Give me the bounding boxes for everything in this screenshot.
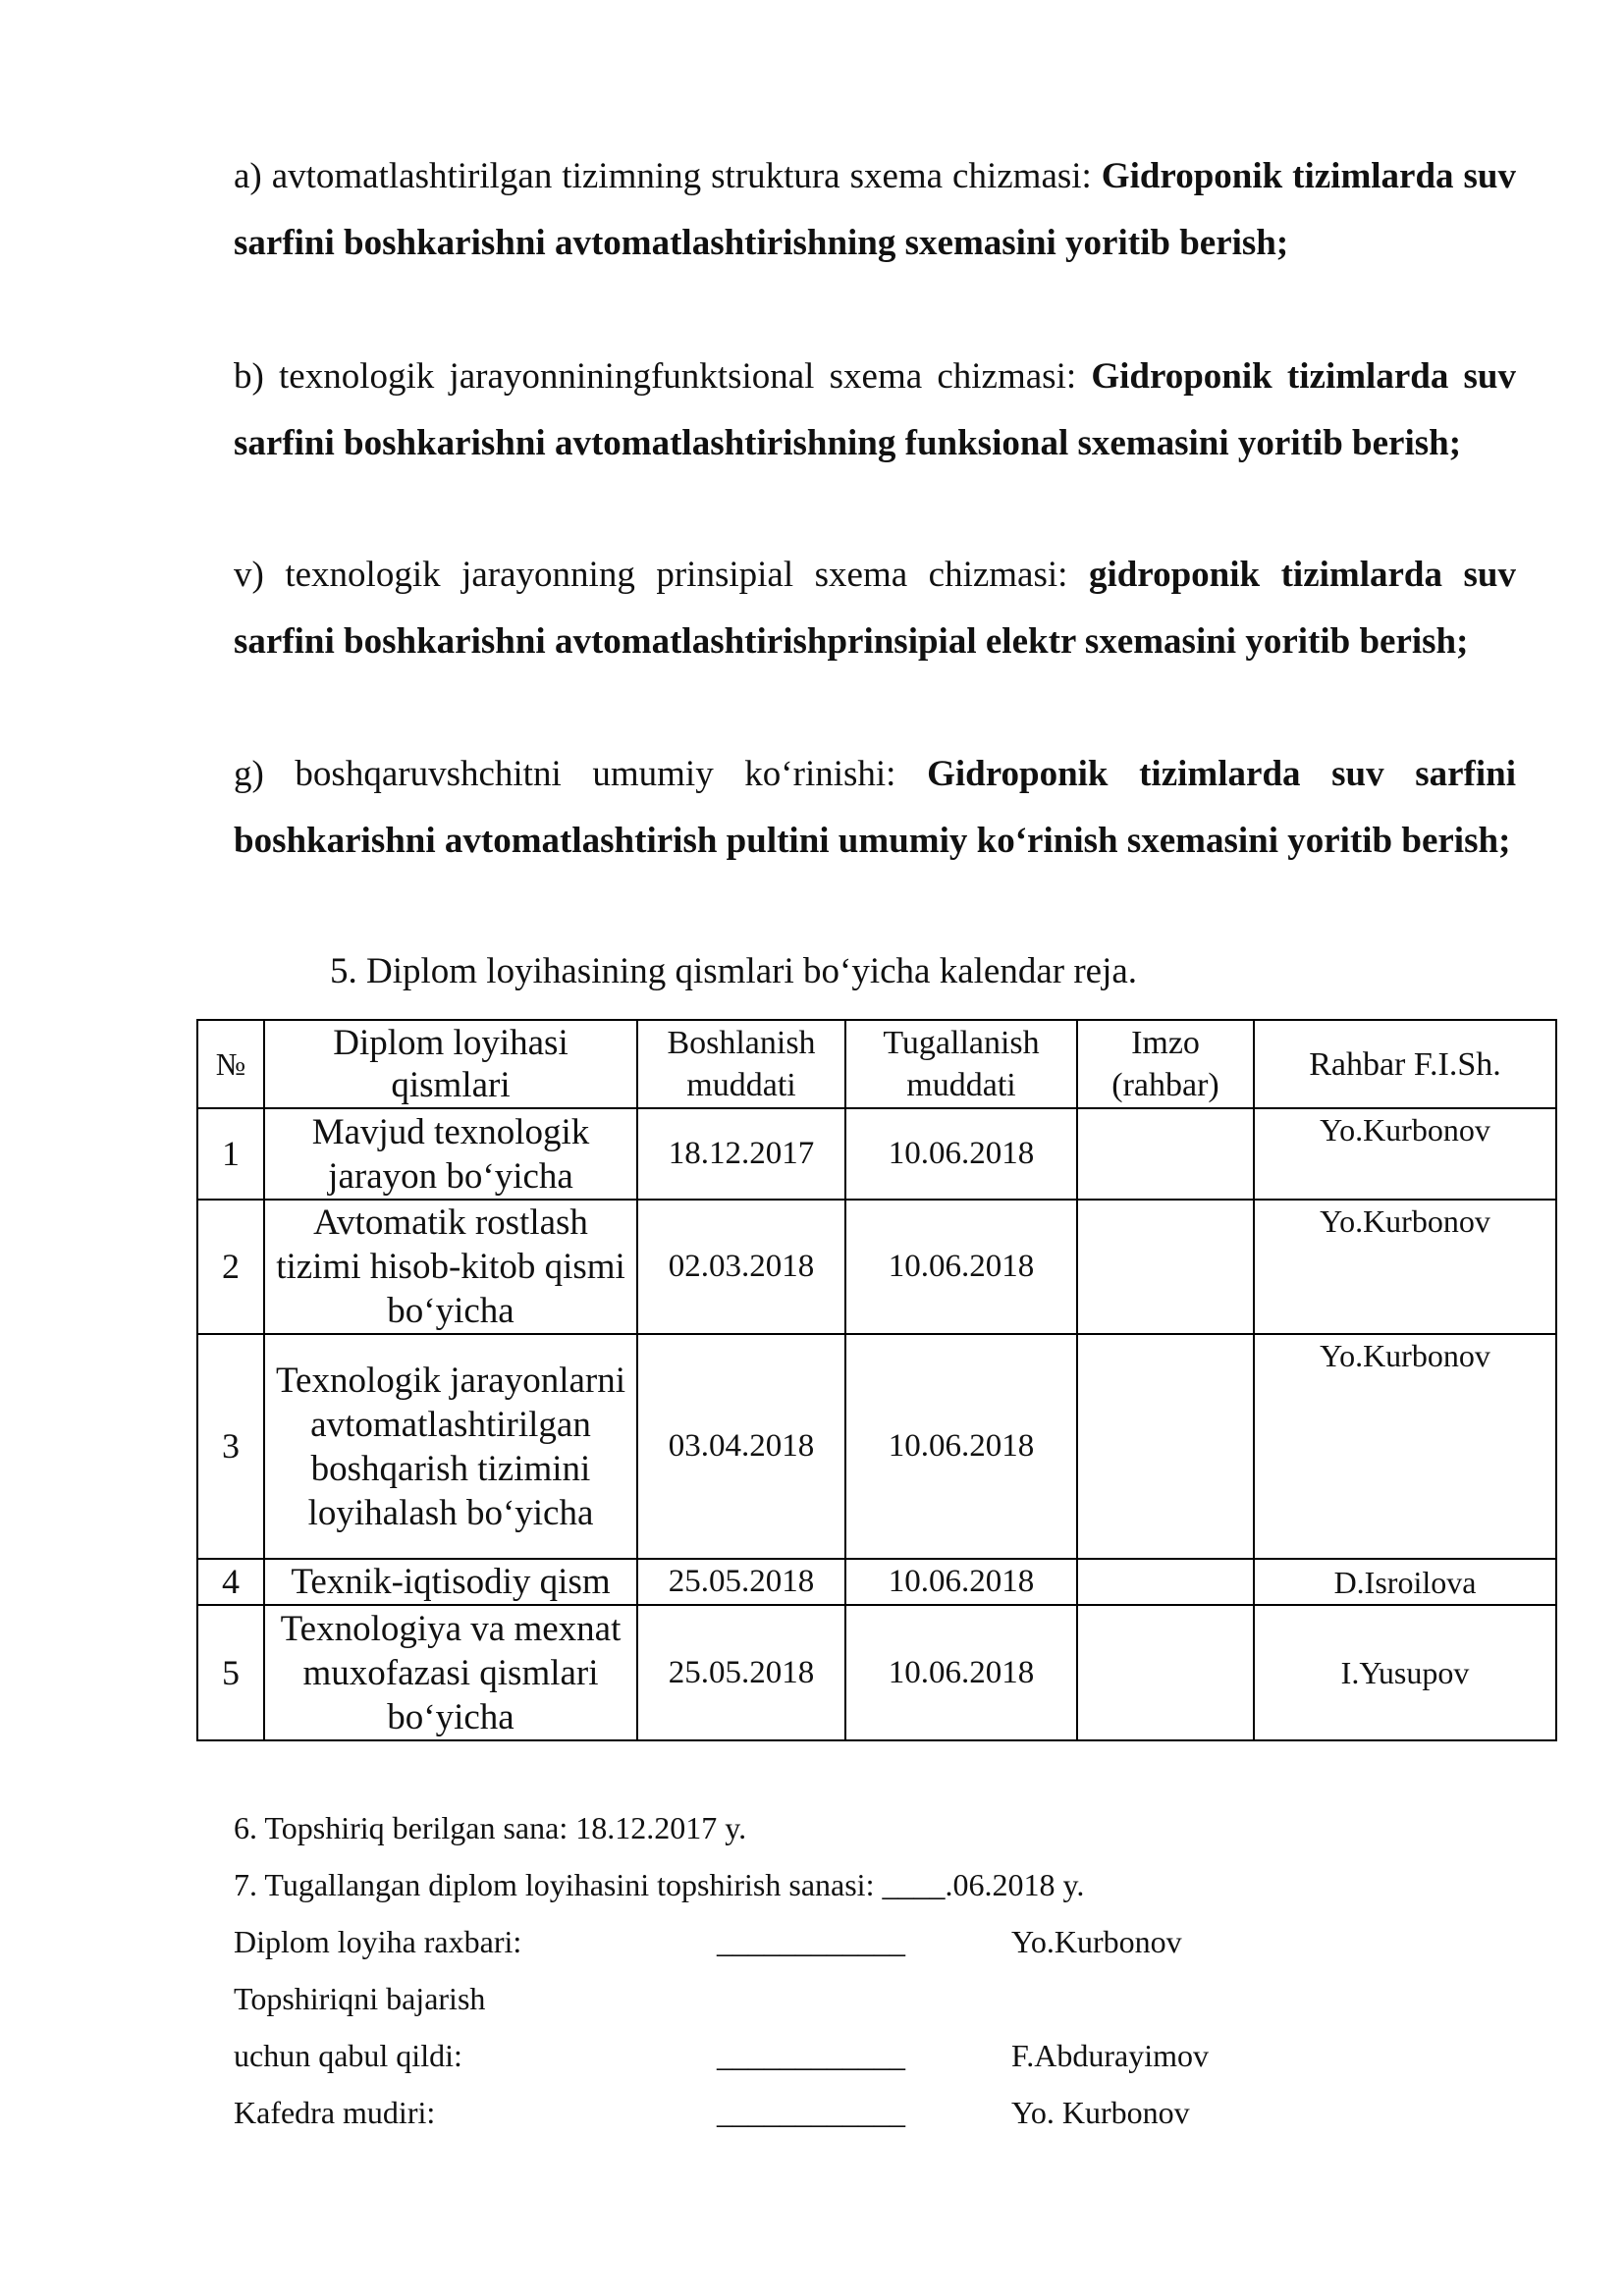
table-row — [197, 1334, 1556, 1559]
signature-row-head — [234, 2093, 1314, 2132]
item-a-prefix: a) avtomatlashtirilgan tizimning struktura sxema chizmasi: — [234, 156, 1102, 196]
section5-title: 5. Diplom loyihasining qismlari boʻyicha kalendar reja. — [330, 951, 1138, 991]
row-num: 5 — [197, 1605, 264, 1740]
signature-name: Yo.Kurbonov — [1011, 1924, 1182, 1959]
signature-blank: ____________ — [717, 2038, 905, 2073]
item-v — [234, 542, 1516, 675]
signature-label: Diplom loyiha raxbari: — [234, 1924, 522, 1959]
item-g-prefix: g) boshqaruvshchitni umumiy koʻrinishi: — [234, 754, 928, 794]
signature-blank: ____________ — [717, 2095, 905, 2130]
row-sign — [1077, 1605, 1254, 1740]
row-start: 02.03.2018 — [637, 1200, 845, 1334]
header-start: Boshlanish muddati — [637, 1020, 845, 1108]
item-b — [234, 344, 1516, 477]
row-num: 1 — [197, 1108, 264, 1200]
table-row — [197, 1605, 1556, 1740]
row-end: 10.06.2018 — [845, 1334, 1077, 1559]
row-part: Avtomatik rostlash tizimi hisob-kitob qismi boʻyicha — [264, 1200, 637, 1334]
row-start: 18.12.2017 — [637, 1108, 845, 1200]
signature-label: Kafedra mudiri: — [234, 2095, 436, 2130]
table-header-row — [197, 1020, 1556, 1108]
row-end: 10.06.2018 — [845, 1108, 1077, 1200]
row-part: Texnik-iqtisodiy qism — [264, 1559, 637, 1605]
signature-name: F.Abdurayimov — [1011, 2038, 1209, 2073]
row-supervisor: D.Isroilova — [1254, 1559, 1556, 1605]
item-a-bold: Gidroponik tizimlarda suv sarfini boshkarishni avtomatlashtirishning sxemasini yoritib berish; — [234, 156, 1516, 263]
row-num: 4 — [197, 1559, 264, 1605]
signature-label-line1: Topshiriqni bajarish — [234, 1981, 486, 2016]
table-row — [197, 1200, 1556, 1334]
row-num: 3 — [197, 1334, 264, 1559]
item-g-bold: Gidroponik tizimlarda suv sarfini boshkarishni avtomatlashtirish pultini umumiy koʻrinish sxemasini yoritib berish; — [234, 754, 1516, 861]
header-part: Diplom loyihasi qismlari — [264, 1020, 637, 1108]
signature-row-student — [234, 2036, 1314, 2075]
row-supervisor: I.Yusupov — [1254, 1605, 1556, 1740]
row-sign — [1077, 1559, 1254, 1605]
row-supervisor: Yo.Kurbonov — [1254, 1108, 1556, 1200]
signature-blank: ____________ — [717, 1924, 905, 1959]
signature-name: Yo. Kurbonov — [1011, 2095, 1190, 2130]
row-sign — [1077, 1334, 1254, 1559]
calendar-plan-table — [196, 1019, 1557, 1741]
row-supervisor: Yo.Kurbonov — [1254, 1334, 1556, 1559]
row-sign — [1077, 1108, 1254, 1200]
row-start: 25.05.2018 — [637, 1559, 845, 1605]
row-num: 2 — [197, 1200, 264, 1334]
row-end: 10.06.2018 — [845, 1559, 1077, 1605]
item-b-bold: Gidroponik tizimlarda suv sarfini boshkarishni avtomatlashtirishning funksional sxemasini yoritib berish; — [234, 356, 1516, 463]
row-start: 03.04.2018 — [637, 1334, 845, 1559]
row-end: 10.06.2018 — [845, 1605, 1077, 1740]
table-row — [197, 1108, 1556, 1200]
signature-row-supervisor — [234, 1922, 1314, 1961]
row-sign — [1077, 1200, 1254, 1334]
row-end: 10.06.2018 — [845, 1200, 1077, 1334]
footer-line-7: 7. Tugallangan diplom loyihasini topshirish sanasi: ____.06.2018 y. — [234, 1867, 1085, 1902]
signature-label: uchun qabul qildi: — [234, 2038, 462, 2073]
header-supervisor: Rahbar F.I.Sh. — [1254, 1020, 1556, 1108]
table-row — [197, 1559, 1556, 1605]
header-end: Tugallanish muddati — [845, 1020, 1077, 1108]
item-v-prefix: v) texnologik jarayonning prinsipial sxema chizmasi: — [234, 555, 1089, 595]
row-start: 25.05.2018 — [637, 1605, 845, 1740]
row-part: Texnologiya va mexnat muxofazasi qismlari boʻyicha — [264, 1605, 637, 1740]
item-a — [234, 143, 1516, 277]
row-part: Texnologik jarayonlarni avtomatlashtirilgan boshqarish tizimini loyihalash boʻyicha — [264, 1334, 637, 1559]
header-sign: Imzo (rahbar) — [1077, 1020, 1254, 1108]
row-part: Mavjud texnologik jarayon boʻyicha — [264, 1108, 637, 1200]
header-num: № — [197, 1020, 264, 1108]
item-g — [234, 741, 1516, 875]
item-v-bold: gidroponik tizimlarda suv sarfini boshkarishni avtomatlashtirishprinsipial elektr sxemasini yoritib berish; — [234, 555, 1516, 662]
footer-line-6: 6. Topshiriq berilgan sana: 18.12.2017 y. — [234, 1810, 747, 1845]
item-b-prefix: b) texnologik jarayonniningfunktsional sxema chizmasi: — [234, 356, 1092, 397]
row-supervisor: Yo.Kurbonov — [1254, 1200, 1556, 1334]
